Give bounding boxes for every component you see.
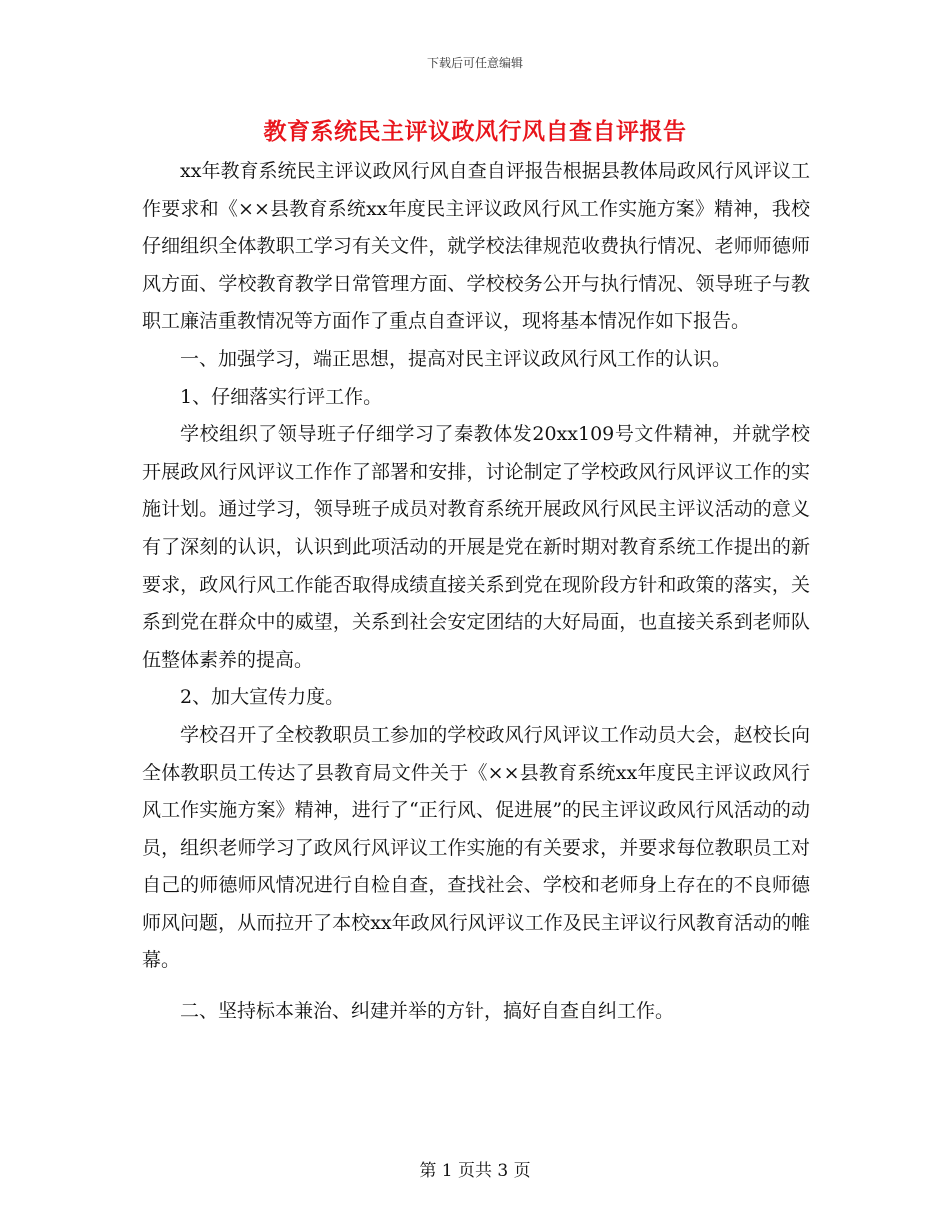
page-footer: 第 1 页共 3 页 (419, 1161, 531, 1181)
paragraph-item-2-body: 学校召开了全校教职员工参加的学校政风行风评议工作动员大会，赵校长向全体教职员工传达了县教育局文件关于《××县教育系统xx年度民主评议政风行风工作实施方案》精神，进行了“正行风、促进展”的民主评议政风行风活动的动员，组织老师学习了政风行风评议工作实施的有关要求，并要求每位教职员工对自己的师德师风情况进行自检自查，查找社会、学校和老师身上存在的不良师德师风问题，从而拉开了本校xx年政风行风评议工作及民主评议行风教育活动的帷幕。 (142, 723, 810, 972)
header-note: 下载后可任意编辑 (426, 56, 523, 70)
paragraph-item-1-heading: 1、仔细落实行评工作。 (180, 385, 383, 408)
paragraph-section-2-heading: 二、坚持标本兼治、纠建并举的方针，搞好自查自纠工作。 (180, 1000, 675, 1023)
paragraph-intro: xx年教育系统民主评议政风行风自查自评报告根据县教体局政风行风评议工作要求和《××县教育系统xx年度民主评议政风行风工作实施方案》精神，我校仔细组织全体教职工学习有关文件，就学校法律规范收费执行情况、老师师德师风方面、学校教育教学日常管理方面、学校校务公开与执行情况、领导班子与教职工廉洁重教情况等方面作了重点自查评议，现将基本情况作如下报告。 (142, 160, 810, 333)
paragraph-section-1-heading: 一、加强学习，端正思想，提高对民主评议政风行风工作的认识。 (180, 347, 732, 370)
paragraph-item-2-heading: 2、加大宣传力度。 (180, 686, 345, 709)
document-body (142, 153, 810, 1031)
paragraph-item-1-body: 学校组织了领导班子仔细学习了秦教体发20xx109号文件精神，并就学校开展政风行风评议工作作了部署和安排，讨论制定了学校政风行风评议工作的实施计划。通过学习，领导班子成员对教育系统开展政风行风民主评议活动的意义有了深刻的认识，认识到此项活动的开展是党在新时期对教育系统工作提出的新要求，政风行风工作能否取得成绩直接关系到党在现阶段方针和政策的落实，关系到党在群众中的威望，关系到社会安定团结的大好局面，也直接关系到老师队伍整体素养的提高。 (142, 423, 810, 671)
document-title: 教育系统民主评议政风行风自查自评报告 (263, 119, 687, 145)
